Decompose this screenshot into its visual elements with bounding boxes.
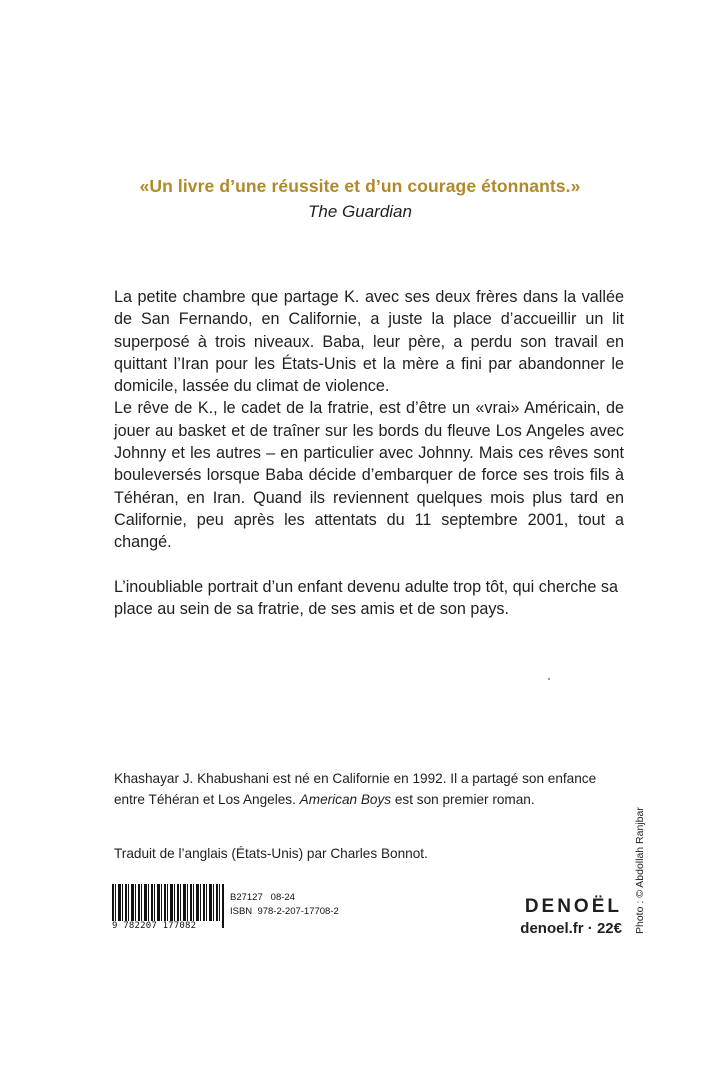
summary-paragraph-2: Le rêve de K., le cadet de la fratrie, est d’être un «vrai» Américain, de jouer au basket et de traîner sur les bords du fleuve Los Angeles avec Johnny et les autres – en particulier avec Johnny. Mais ces rêves sont bouleversés lorsque Baba décide d’embarquer de force ses trois fils à Téhéran, en Iran. Quand ils reviennent quelques mois plus tard en Californie, peu après les attentats du 11 septembre 2001, tout a changé. <box>114 399 624 552</box>
quote-text: «Un livre d’une réussite et d’un courage étonnants.» <box>139 176 581 196</box>
summary-block <box>114 286 624 620</box>
summary-paragraph-3: L’inoubliable portrait d’un enfant devenu adulte trop tôt, qui cherche sa place au sein de sa fratrie, de ses amis et de son pays. <box>114 577 618 618</box>
summary-paragraph-1: La petite chambre que partage K. avec ses deux frères dans la vallée de San Fernando, en Californie, a juste la place d’accueillir un lit superposé à trois niveaux. Baba, leur père, a perdu son travail en quittant l’Iran pour les États-Unis et la mère a fini par abandonner le domicile, lassée du climat de violence. <box>114 288 624 396</box>
barcode-block <box>112 884 352 940</box>
barcode-ref-line-1: B27127 08-24 <box>230 892 295 903</box>
publisher-logo: DENOËL <box>524 896 622 917</box>
barcode-number: 9 782207 177082 <box>112 921 222 931</box>
quote-source: The Guardian <box>308 202 412 221</box>
bio-line-2-end: est son premier roman. <box>391 792 535 807</box>
barcode-reference <box>230 891 339 919</box>
author-bio <box>114 768 634 810</box>
bio-book-title: American Boys <box>299 792 392 807</box>
bio-line-1: Khashayar J. Khabushani est né en Californie en 1992. Il a partagé son enfance <box>114 771 597 786</box>
bio-line-2-start: entre Téhéran et Los Angeles. <box>114 792 300 807</box>
barcode-isbn: ISBN 978-2-207-17708-2 <box>230 906 339 917</box>
photo-credit: Photo : © Abdollah Ranjbar <box>634 807 646 934</box>
print-speck <box>548 678 550 680</box>
translator-credit: Traduit de l’anglais (États-Unis) par Charles Bonnot. <box>114 846 428 861</box>
publisher-price: denoel.fr · 22€ <box>520 920 622 937</box>
bio-line-2 <box>114 789 634 810</box>
